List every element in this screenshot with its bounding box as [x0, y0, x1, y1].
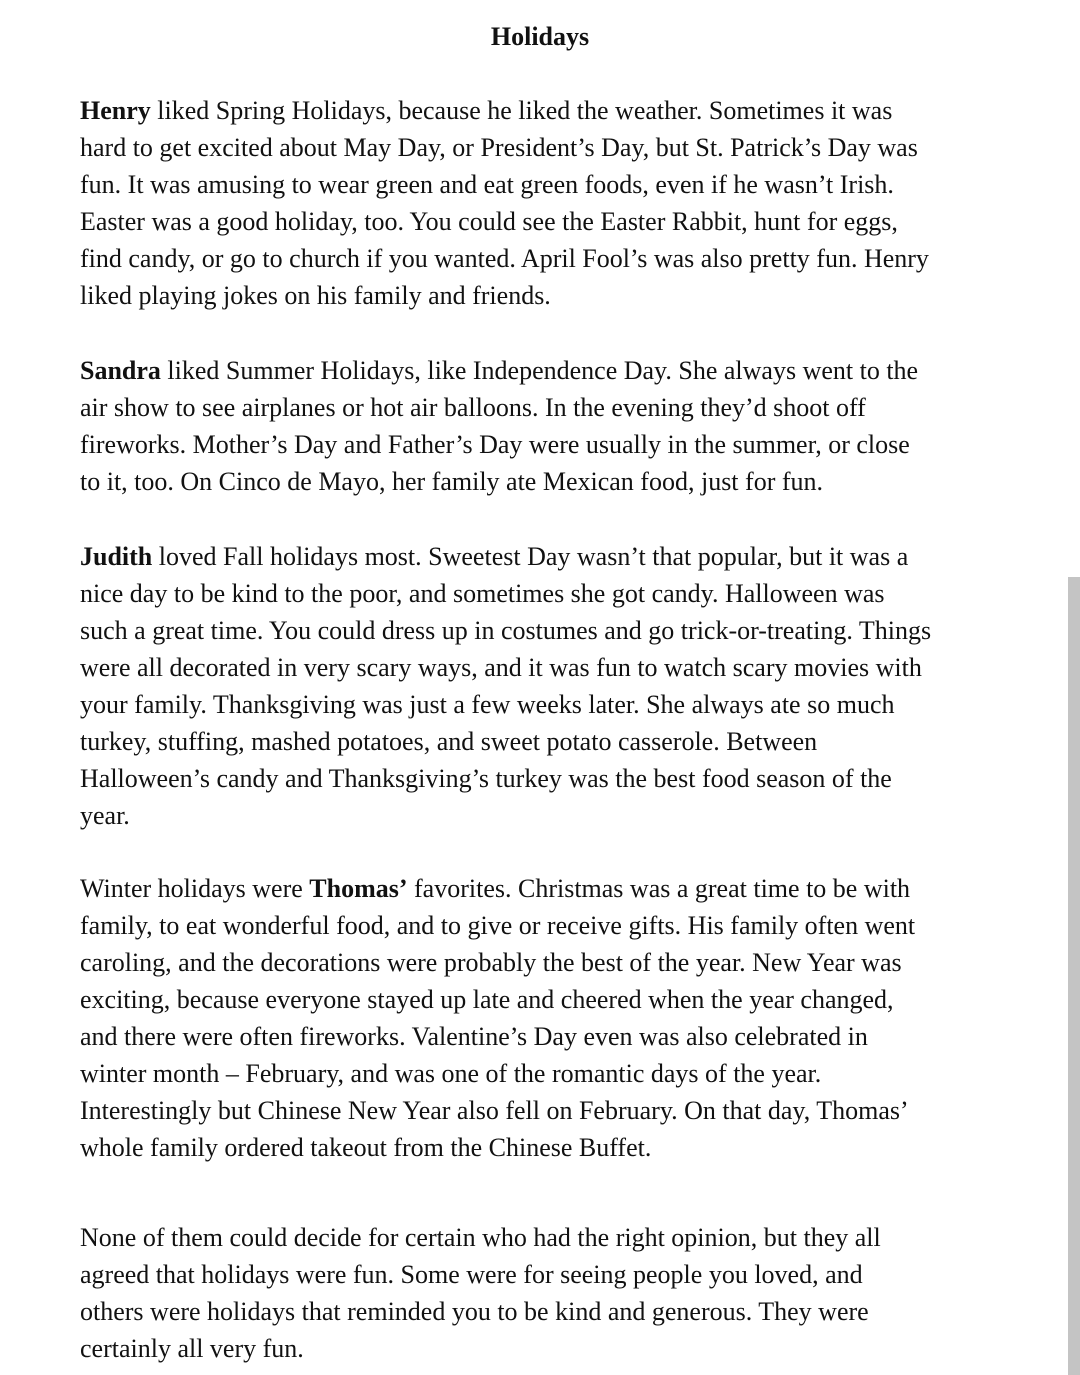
text-line: agreed that holidays were fun. Some were for seeing people you loved, and	[80, 1260, 863, 1289]
vertical-scrollbar-thumb[interactable]	[1068, 577, 1080, 1375]
text-line: liked playing jokes on his family and friends.	[80, 281, 551, 310]
text-line: your family. Thanksgiving was just a few weeks later. She always ate so much	[80, 690, 895, 719]
text-line: such a great time. You could dress up in costumes and go trick-or-treating. Things	[80, 616, 932, 645]
paragraph	[80, 1219, 1070, 1367]
text-line: were all decorated in very scary ways, and it was fun to watch scary movies with	[80, 653, 922, 682]
text-line: nice day to be kind to the poor, and sometimes she got candy. Halloween was	[80, 579, 885, 608]
document-title: Holidays	[490, 22, 590, 51]
text-line	[80, 1219, 1070, 1256]
text-line: exciting, because everyone stayed up late and cheered when the year changed,	[80, 985, 894, 1014]
text-line: Interestingly but Chinese New Year also fell on February. On that day, Thomas’	[80, 1096, 909, 1125]
text-line: find candy, or go to church if you wanted. April Fool’s was also pretty fun. Henry	[80, 244, 929, 273]
text-line: air show to see airplanes or hot air balloons. In the evening they’d shoot off	[80, 393, 866, 422]
text-line: Halloween’s candy and Thanksgiving’s turkey was the best food season of the	[80, 764, 892, 793]
text-line: to it, too. On Cinco de Mayo, her family ate Mexican food, just for fun.	[80, 467, 824, 496]
text-line: caroling, and the decorations were probably the best of the year. New Year was	[80, 948, 902, 977]
text-segment: liked Spring Holidays, because he liked the weather. Sometimes it was	[150, 96, 893, 125]
text-line	[80, 352, 1070, 389]
text-segment: favorites. Christmas was a great time to be with	[407, 874, 911, 903]
text-line: year.	[80, 801, 130, 830]
text-line: fun. It was amusing to wear green and eat green foods, even if he wasn’t Irish.	[80, 170, 894, 199]
character-name: Henry	[80, 96, 151, 125]
paragraph	[80, 352, 1070, 500]
text-line: Easter was a good holiday, too. You could see the Easter Rabbit, hunt for eggs,	[80, 207, 898, 236]
text-segment: loved Fall holidays most. Sweetest Day wasn’t that popular, but it was a	[152, 542, 909, 571]
paragraph	[80, 538, 1070, 834]
text-line: fireworks. Mother’s Day and Father’s Day were usually in the summer, or close	[80, 430, 910, 459]
text-segment: Winter holidays were	[80, 874, 310, 903]
text-segment: None of them could decide for certain who had the right opinion, but they all	[80, 1223, 881, 1252]
character-name: Judith	[80, 542, 153, 571]
text-line: family, to eat wonderful food, and to give or receive gifts. His family often went	[80, 911, 916, 940]
paragraph	[80, 92, 1070, 314]
character-name: Sandra	[80, 356, 161, 385]
text-line: others were holidays that reminded you to be kind and generous. They were	[80, 1297, 869, 1326]
text-segment: liked Summer Holidays, like Independence Day. She always went to the	[160, 356, 919, 385]
text-line: turkey, stuffing, mashed potatoes, and sweet potato casserole. Between	[80, 727, 818, 756]
text-line	[80, 92, 1070, 129]
text-line: whole family ordered takeout from the Chinese Buffet.	[80, 1133, 652, 1162]
text-line: winter month – February, and was one of the romantic days of the year.	[80, 1059, 822, 1088]
text-line: and there were often fireworks. Valentine’s Day even was also celebrated in	[80, 1022, 868, 1051]
character-name: Thomas’	[309, 874, 408, 903]
paragraph	[80, 870, 1070, 1166]
text-line	[80, 870, 1070, 907]
text-line	[80, 538, 1070, 575]
text-line: certainly all very fun.	[80, 1334, 304, 1363]
text-line: hard to get excited about May Day, or President’s Day, but St. Patrick’s Day was	[80, 133, 918, 162]
